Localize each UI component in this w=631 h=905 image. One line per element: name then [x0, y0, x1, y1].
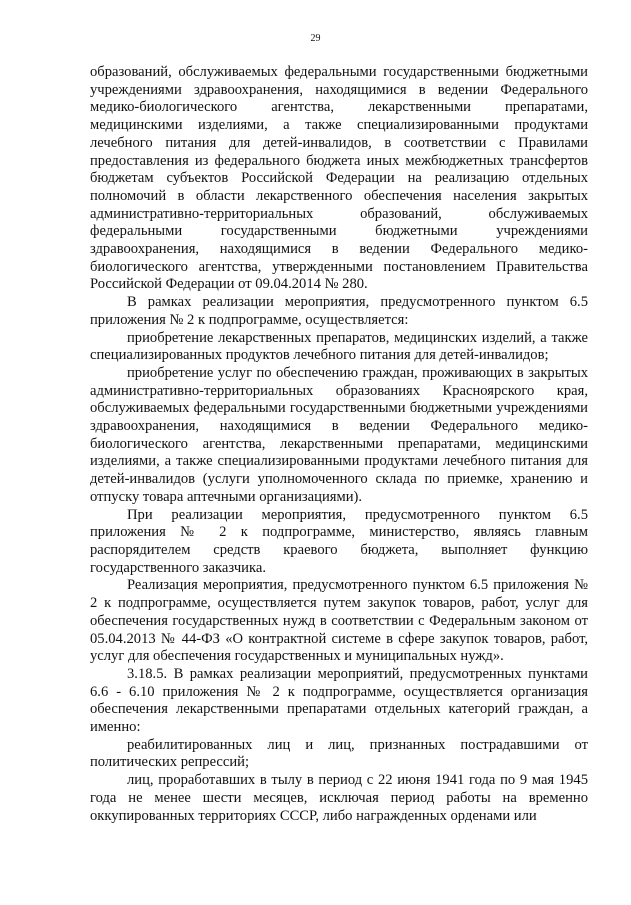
paragraph: лиц, проработавших в тылу в период с 22 июня 1941 года по 9 мая 1945 года не менее шести месяцев, исключая период работы на временно оккупированных территориях СССР, либо награжденных орденами или	[90, 772, 588, 824]
paragraph: приобретение услуг по обеспечению граждан, проживающих в закрытых административно-территориальных образованиях Красноярского края, обслуживаемых федеральными государственными бюджетными учреждениями здравоохранения, находящимися в ведении Федерального медико-биологического агентства, лекарственными препаратами, медицинскими изделиями, а также специализированными продуктами лечебного питания для детей-инвалидов (услуги уполномоченного склада по приемке, хранению и отпуску товара аптечными организациями).	[90, 364, 588, 505]
paragraph: Реализация мероприятия, предусмотренного пунктом 6.5 приложения № 2 к подпрограмме, осуществляется путем закупок товаров, работ, услуг для обеспечения государственных нужд в соответствии с Федеральным законом от 05.04.2013 № 44-ФЗ «О контрактной системе в сфере закупок товаров, работ, услуг для обеспечения государственных и муниципальных нужд».	[90, 577, 588, 665]
paragraph: приобретение лекарственных препаратов, медицинских изделий, а также специализированных продуктов лечебного питания для детей-инвалидов;	[90, 329, 588, 364]
paragraph: При реализации мероприятия, предусмотренного пунктом 6.5 приложения № 2 к подпрограмме, министерство, являясь главным распорядителем средств краевого бюджета, выполняет функцию государственного заказчика.	[90, 506, 588, 576]
page-number: 29	[310, 33, 321, 44]
paragraph: реабилитированных лиц и лиц, признанных пострадавшими от политических репрессий;	[90, 736, 588, 771]
paragraph: образований, обслуживаемых федеральными государственными бюджетными учреждениями здравоохранения, находящимися в ведении Федерального медико-биологического агентства, лекарственными препаратами, медицинскими изделиями, а также специализированными продуктами лечебного питания для детей-инвалидов, в соответствии с Правилами предоставления из федерального бюджета иных межбюджетных трансфертов бюджетам субъектов Российской Федерации на реализацию отдельных полномочий в области лекарственного обеспечения населения закрытых административно-территориальных образований, обслуживаемых федеральными государственными бюджетными учреждениями здравоохранения, находящимися в ведении Федерального медико-биологического агентства, утвержденными постановлением Правительства Российской Федерации от 09.04.2014 № 280.	[90, 64, 588, 293]
paragraph: 3.18.5. В рамках реализации мероприятий, предусмотренных пунктами 6.6 - 6.10 приложения № 2 к подпрограмме, осуществляется организация обеспечения лекарственными препаратами отдельных категорий граждан, а именно:	[90, 665, 588, 736]
document-body	[90, 64, 588, 825]
paragraph: В рамках реализации мероприятия, предусмотренного пунктом 6.5 приложения № 2 к подпрограмме, осуществляется:	[90, 294, 588, 328]
